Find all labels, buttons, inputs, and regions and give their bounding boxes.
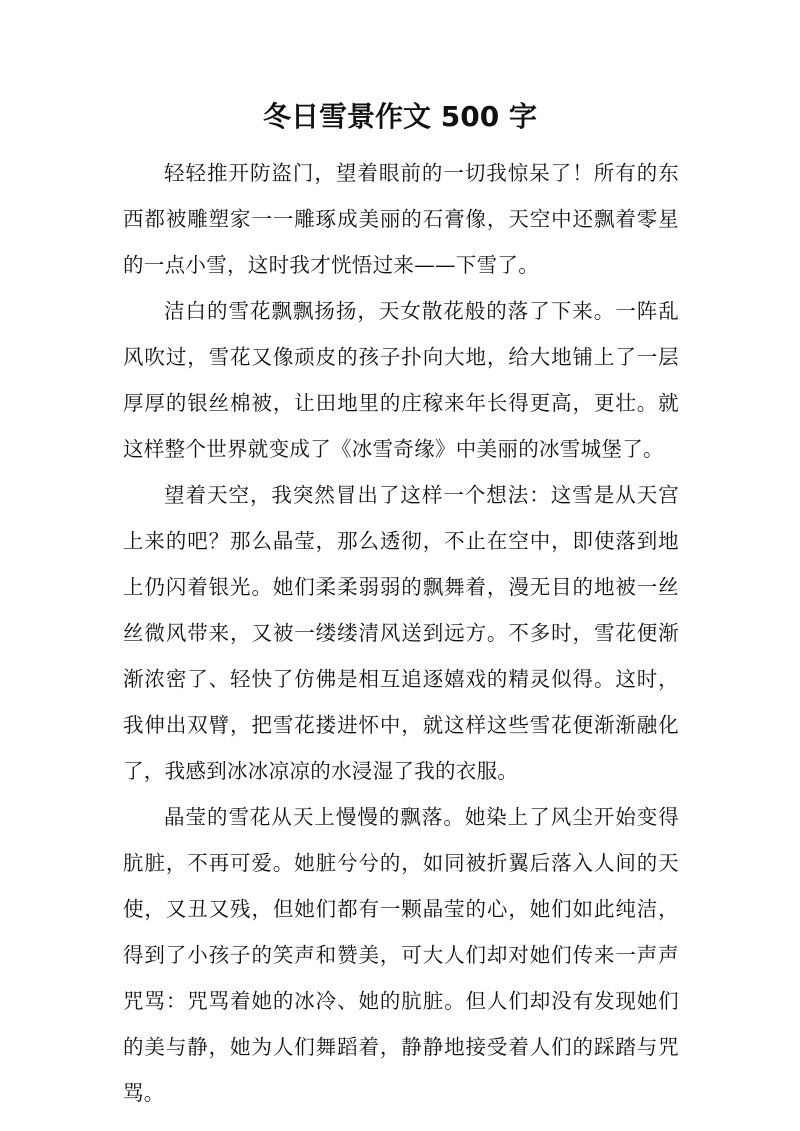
document-title: 冬日雪景作文 500 字: [263, 100, 537, 133]
paragraph-2: 洁白的雪花飘飘扬扬，天女散花般的落了下来。一阵乱风吹过，雪花又像顽皮的孩子扑向大地，给大地铺上了一层厚厚的银丝棉被，让田地里的庄稼来年长得更高，更壮。就这样整个世界就变成了《冰雪奇缘》中美丽的冰雪城堡了。: [123, 299, 679, 461]
paragraph-1: 轻轻推开防盗门，望着眼前的一切我惊呆了！所有的东西都被雕塑家一一雕琢成美丽的石膏像，天空中还飘着零星的一点小雪，这时我才恍悟过来——下雪了。: [123, 161, 679, 277]
paragraph-4: 晶莹的雪花从天上慢慢的飘落。她染上了风尘开始变得肮脏，不再可爱。她脏兮兮的，如同被折翼后落入人间的天使，又丑又残，但她们都有一颗晶莹的心，她们如此纯洁，得到了小孩子的笑声和赞美，可大人们却对她们传来一声声咒骂：咒骂着她的冰冷、她的肮脏。但人们却没有发现她们的美与静，她为人们舞蹈着，静静地接受着人们的踩踏与咒骂。: [123, 805, 679, 1105]
document-body: [123, 150, 679, 1116]
paragraph-3: 望着天空，我突然冒出了这样一个想法：这雪是从天宫上来的吧？那么晶莹，那么透彻，不止在空中，即使落到地上仍闪着银光。她们柔柔弱弱的飘舞着，漫无目的地被一丝丝微风带来，又被一缕缕清风送到远方。不多时，雪花便渐渐浓密了、轻快了仿佛是相互追逐嬉戏的精灵似得。这时，我伸出双臂，把雪花搂进怀中，就这样这些雪花便渐渐融化了，我感到冰冰凉凉的水浸湿了我的衣服。: [123, 483, 679, 783]
